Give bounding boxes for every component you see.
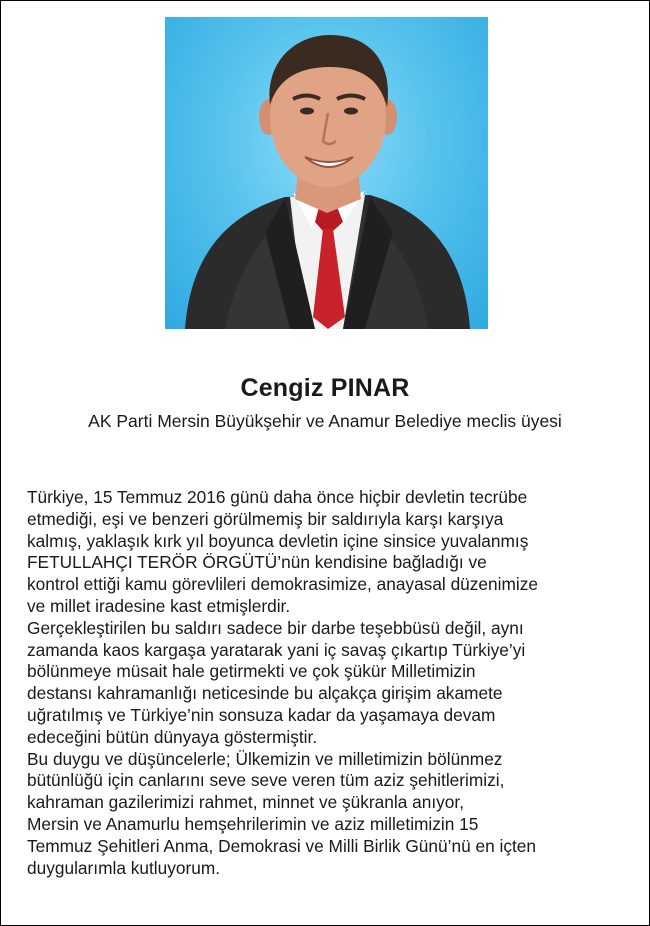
message-line: Türkiye, 15 Temmuz 2016 günü daha önce hiçbir devletin tecrübe [27, 487, 528, 507]
message-line: kalmış, yaklaşık kırk yıl boyunca devletin içine sinsice yuvalanmış [27, 530, 529, 551]
message-line: duygularımla kutluyorum. [27, 857, 221, 878]
message-line: bölünmeye müsait hale getirmekti ve çok şükür Milletimizin [27, 661, 476, 682]
person-title: AK Parti Mersin Büyükşehir ve Anamur Belediye meclis üyesi [88, 411, 562, 431]
message-line: etmediği, eşi ve benzeri görülmemiş bir saldırıyla karşı karşıya [27, 508, 504, 529]
message-line: zamanda kaos kargaşa yaratarak yani iç savaş çıkartıp Türkiye’yi [27, 639, 526, 660]
message-line: uğratılmış ve Türkiye’nin sonsuza kadar da yaşamaya devam [27, 704, 496, 725]
message-line: edeceğini bütün dünyaya göstermiştir. [27, 726, 318, 747]
message-line: ve millet iradesine kast etmişlerdir. [27, 595, 291, 616]
message-line: Mersin ve Anamurlu hemşehrilerimin ve aziz milletimizin 15 [27, 813, 479, 834]
message-line: bütünlüğü için canlarını seve seve veren tüm aziz şehitlerimizi, [27, 770, 505, 791]
message-line: kahraman gazilerimizi rahmet, minnet ve şükranla anıyor, [27, 792, 465, 813]
message-line: destansı kahramanlığı neticesinde bu alçakça girişim akamete [27, 683, 503, 704]
message-line: Bu duygu ve düşüncelerle; Ülkemizin ve milletimizin bölünmez [27, 748, 503, 769]
portrait-photo [165, 17, 488, 329]
message-body [27, 487, 627, 879]
message-line: kontrol ettiği kamu görevlileri demokrasimize, anayasal düzenimize [27, 574, 538, 595]
message-line: FETULLAHÇI TERÖR ÖRGÜTÜ’nün kendisine bağladığı ve [27, 552, 487, 573]
message-line: Gerçekleştirilen bu saldırı sadece bir darbe teşebbüsü değil, aynı [27, 617, 524, 638]
message-line: Temmuz Şehitleri Anma, Demokrasi ve Milli Birlik Günü’nü en içten [27, 835, 537, 856]
person-name: Cengiz PINAR [240, 374, 410, 402]
